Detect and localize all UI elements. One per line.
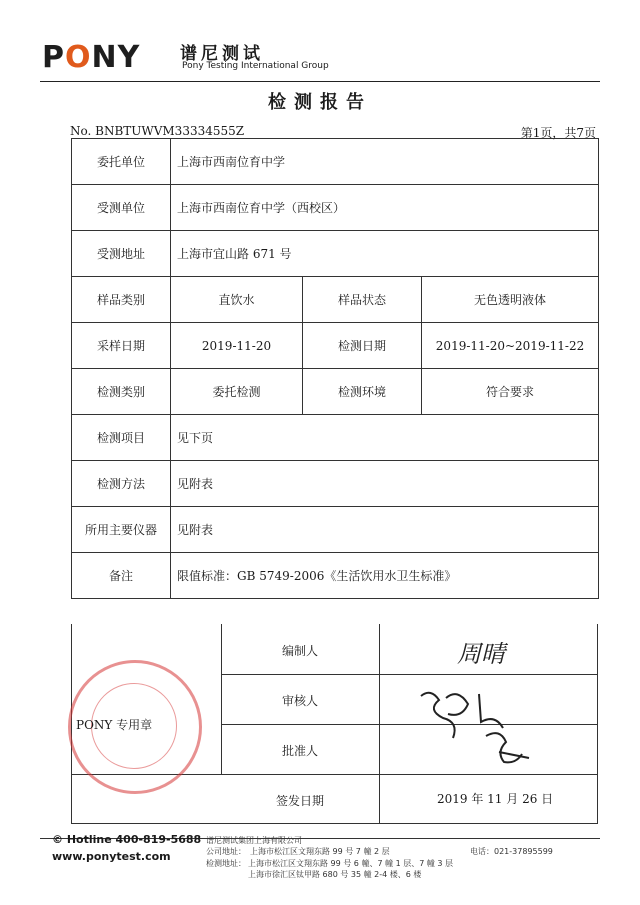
border xyxy=(71,823,597,824)
brand-name-cn: 谱尼测试 xyxy=(180,44,264,64)
row-value: 限值标准：GB 5749-2006《生活饮用水卫生标准》 xyxy=(171,553,599,599)
table-row xyxy=(72,369,599,415)
hotline xyxy=(52,833,201,846)
brand-name-en: Pony Testing International Group xyxy=(182,61,329,71)
table-row xyxy=(72,323,599,369)
sign-date-label: 签发日期 xyxy=(275,794,324,808)
table-row xyxy=(72,415,599,461)
row-label: 样品状态 xyxy=(303,277,422,323)
table-row xyxy=(72,139,599,185)
row-label: 检测类别 xyxy=(72,369,171,415)
sign-date: 2019 年 11 月 26 日 xyxy=(437,792,554,806)
row-label: 所用主要仪器 xyxy=(72,507,171,553)
divider xyxy=(221,624,222,774)
company-name: 谱尼测试集团上海有限公司 xyxy=(206,836,302,845)
compiler-signature: 周晴 xyxy=(457,640,505,668)
row-label: 委托单位 xyxy=(72,139,171,185)
border xyxy=(597,624,598,824)
lab-address-2: 上海市徐汇区钛甲路 680 号 35 幢 2-4 楼、6 楼 xyxy=(248,870,422,879)
table-row xyxy=(72,461,599,507)
compiler-label: 编制人 xyxy=(281,644,318,658)
row-value: 上海市西南位育中学 xyxy=(171,139,599,185)
copyright-icon: © xyxy=(52,833,63,846)
row-label: 采样日期 xyxy=(72,323,171,369)
row-label: 检测方法 xyxy=(72,461,171,507)
report-table xyxy=(71,138,599,599)
table-row xyxy=(72,231,599,277)
table-row xyxy=(72,553,599,599)
header-divider xyxy=(40,81,600,82)
row-value: 见附表 xyxy=(171,461,599,507)
row-label: 受测单位 xyxy=(72,185,171,231)
table-row xyxy=(72,277,599,323)
lab-address-1: 上海市松江区文翔东路 99 号 6 幢、7 幢 1 层、7 幢 3 层 xyxy=(248,859,454,868)
row-value: 无色透明液体 xyxy=(422,277,599,323)
report-number: No. BNBTUWVM33334555Z xyxy=(70,124,245,138)
row-value: 上海市西南位育中学（西校区） xyxy=(171,185,599,231)
website: www.ponytest.com xyxy=(52,850,171,863)
row-label: 受测地址 xyxy=(72,231,171,277)
row-value: 2019-11-20~2019-11-22 xyxy=(422,323,599,369)
lab-address-label: 检测地址： xyxy=(206,859,246,868)
hotline-text: Hotline 400-819-5688 xyxy=(66,833,202,846)
row-value: 上海市宜山路 671 号 xyxy=(171,231,599,277)
page-info: 第1页，共7页 xyxy=(520,126,596,140)
row-label: 备注 xyxy=(72,553,171,599)
company-address: 公司地址： 上海市松江区文翔东路 99 号 7 幢 2 层 xyxy=(206,847,390,856)
reviewer-label: 审核人 xyxy=(281,694,318,708)
row-label: 样品类别 xyxy=(72,277,171,323)
divider xyxy=(221,674,597,675)
phone: 电话：021-37895599 xyxy=(470,847,553,856)
row-value: 见附表 xyxy=(171,507,599,553)
table-row xyxy=(72,507,599,553)
brand-logo: PONY xyxy=(42,40,141,75)
row-label: 检测项目 xyxy=(72,415,171,461)
table-row xyxy=(72,185,599,231)
page-title: 检测报告 xyxy=(268,92,372,113)
row-value: 2019-11-20 xyxy=(171,323,303,369)
seal-label: PONY 专用章 xyxy=(76,718,153,732)
handwritten-signatures xyxy=(401,676,541,771)
approver-label: 批准人 xyxy=(281,744,318,758)
row-value: 直饮水 xyxy=(171,277,303,323)
row-label: 检测日期 xyxy=(303,323,422,369)
row-value: 委托检测 xyxy=(171,369,303,415)
row-value: 见下页 xyxy=(171,415,599,461)
row-label: 检测环境 xyxy=(303,369,422,415)
row-value: 符合要求 xyxy=(422,369,599,415)
